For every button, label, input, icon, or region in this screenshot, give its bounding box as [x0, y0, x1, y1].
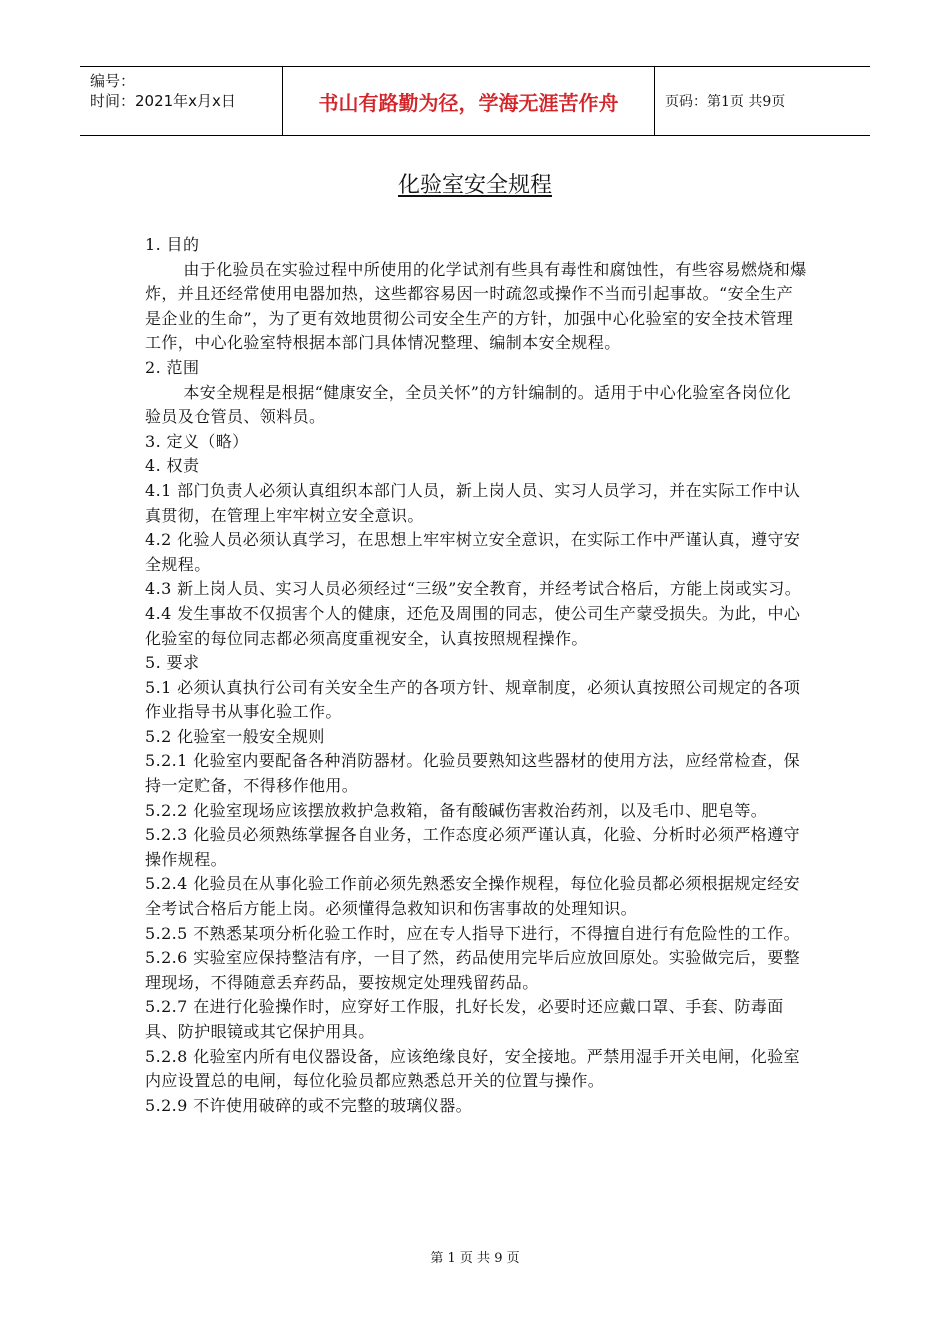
clause: 4.4 发生事故不仅损害个人的健康，还危及周围的同志，使公司生产蒙受损失。为此，中心化验室的每位同志都必须高度重视安全，认真按照规程操作。	[145, 603, 801, 648]
clause: 5.2.4 化验员在从事化验工作前必须先熟悉安全操作规程，每位化验员都必须根据规定经安全考试合格后方能上岗。必须懂得急救知识和伤害事故的处理知识。	[145, 874, 800, 919]
paragraph: 本安全规程是根据“健康安全，全员关怀”的方针编制的。适用于中心化验室各岗位化验员及仓管员、领料员。	[145, 382, 791, 427]
section-heading: 1. 目的	[145, 235, 200, 254]
header-page-info: 页码：第1页 共9页	[665, 94, 786, 110]
section-heading: 3. 定义（略）	[145, 431, 249, 451]
document-title-wrapper	[0, 168, 950, 199]
document-date: 时间：2021年x月x日	[90, 92, 236, 110]
clause: 5.2.1 化验室内要配备各种消防器材。化验员要熟知这些器材的使用方法，应经常检查，保持一定贮备，不得移作他用。	[145, 751, 800, 796]
clause: 5.2.6 实验室应保持整洁有序，一目了然，药品使用完毕后应放回原处。实验做完后，要整理现场，不得随意丢弃药品，要按规定处理残留药品。	[145, 948, 800, 992]
clause: 4.2 化验人员必须认真学习，在思想上牢牢树立安全意识，在实际工作中严谨认真，遵守安全规程。	[145, 530, 801, 574]
section-heading: 4. 权责	[145, 456, 200, 476]
document-title: 化验室安全规程	[397, 173, 552, 198]
document-body	[145, 233, 807, 1118]
clause: 4.1 部门负责人必须认真组织本部门人员，新上岗人员、实习人员学习，并在实际工作中认真贯彻，在管理上牢牢树立安全意识。	[145, 480, 801, 525]
clause: 5.2.7 在进行化验操作时，应穿好工作服，扎好长发，必要时还应戴口罩、手套、防毒面具、防护眼镜或其它保护用具。	[145, 997, 784, 1041]
clause: 5.2.2 化验室现场应该摆放救护急救箱，备有酸碱伤害救治药剂，以及毛巾、肥皂等。	[145, 800, 768, 820]
paragraph: 由于化验员在实验过程中所使用的化学试剂有些具有毒性和腐蚀性，有些容易燃烧和爆炸，并且还经常使用电器加热，这些都容易因一时疏忽或操作不当而引起事故。“安全生产是企业的生命”，为了更有效地贯彻公司安全生产的方针，加强中心化验室的安全技术管理工作，中心化验室特根据本部门具体情况整理、编制本安全规程。	[145, 259, 807, 353]
header-meta	[80, 67, 283, 135]
section-heading: 2. 范围	[145, 357, 200, 377]
document-number-label: 编号：	[90, 72, 136, 90]
clause: 4.3 新上岗人员、实习人员必须经过“三级”安全教育，并经考试合格后，方能上岗或实习。	[145, 579, 802, 599]
header-motto: 书山有路勤为径，学海无涯苦作舟	[283, 67, 655, 135]
clause: 5.2.5 不熟悉某项分析化验工作时，应在专人指导下进行，不得擅自进行有危险性的工作。	[145, 923, 800, 943]
section-heading: 5. 要求	[145, 653, 200, 673]
clause: 5.2 化验室一般安全规则	[145, 726, 325, 746]
clause: 5.2.9 不许使用破碎的或不完整的玻璃仪器。	[145, 1095, 472, 1115]
clause: 5.1 必须认真执行公司有关安全生产的各项方针、规章制度，必须认真按照公司规定的各项作业指导书从事化验工作。	[145, 677, 801, 722]
clause: 5.2.3 化验员必须熟练掌握各自业务，工作态度必须严谨认真，化验、分析时必须严格遵守操作规程。	[145, 825, 800, 869]
page-footer: 第 1 页 共 9 页	[430, 1251, 520, 1266]
clause: 5.2.8 化验室内所有电仪器设备，应该绝缘良好，安全接地。严禁用湿手开关电闸，化验室内应设置总的电闸，每位化验员都应熟悉总开关的位置与操作。	[145, 1046, 800, 1091]
page-header	[80, 66, 870, 136]
